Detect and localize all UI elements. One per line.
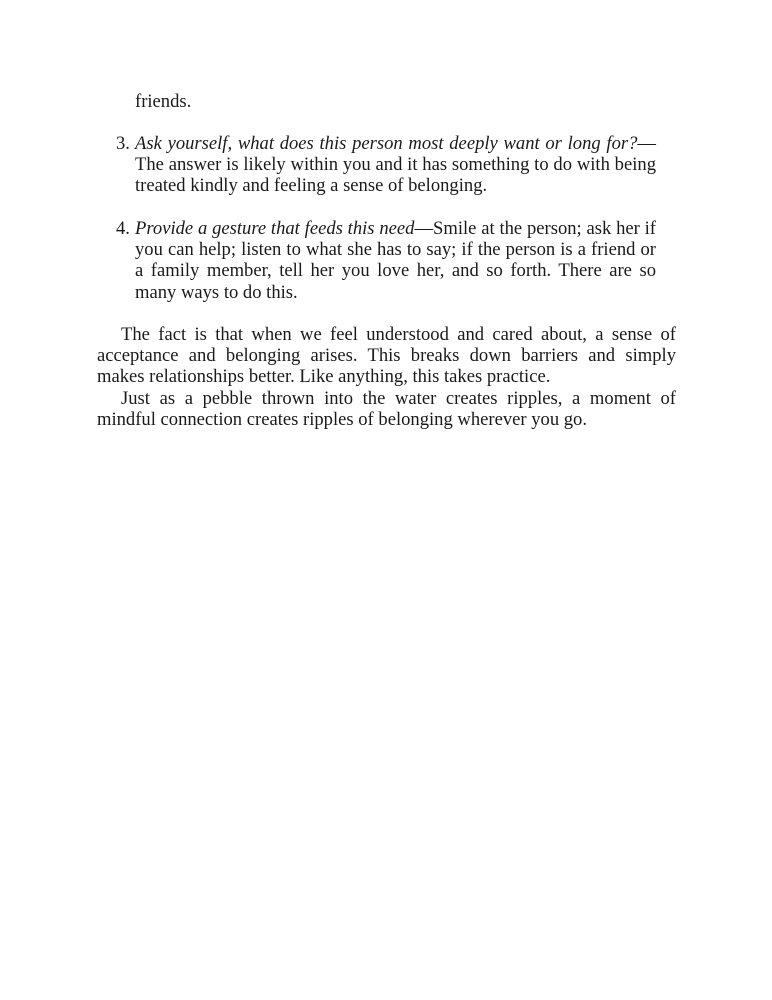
list-item-text: Smile at the person; ask her if you can help; listen to what she has to say; if the person is a friend or a family member, tell her you love her, and so forth. There are so many ways to do this. [135,218,656,303]
body-paragraph: The fact is that when we feel understood and cared about, a sense of acceptance and belonging arises. This breaks down barriers and simply makes relationships better. Like anything, this takes practice. [97,324,676,388]
body-paragraph: Just as a pebble thrown into the water creates ripples, a moment of mindful connection creates ripples of belonging wherever you go. [97,388,676,431]
list-item-4 [97,218,656,303]
list-item-body [135,133,656,197]
list-item-3 [97,133,656,197]
list-item-text: The answer is likely within you and it has something to do with being treated kindly and feeling a sense of belonging. [135,154,656,197]
continuation-text: friends. [135,91,192,112]
em-dash: — [637,133,656,154]
list-item-lead: Provide a gesture that feeds this need [135,218,415,239]
em-dash: — [414,218,434,239]
list-item-lead: Ask yourself, what does this person most deeply want or long for? [135,133,638,154]
list-number: 4. [116,218,130,239]
list-item-body [135,218,656,303]
list-number: 3. [116,133,130,154]
